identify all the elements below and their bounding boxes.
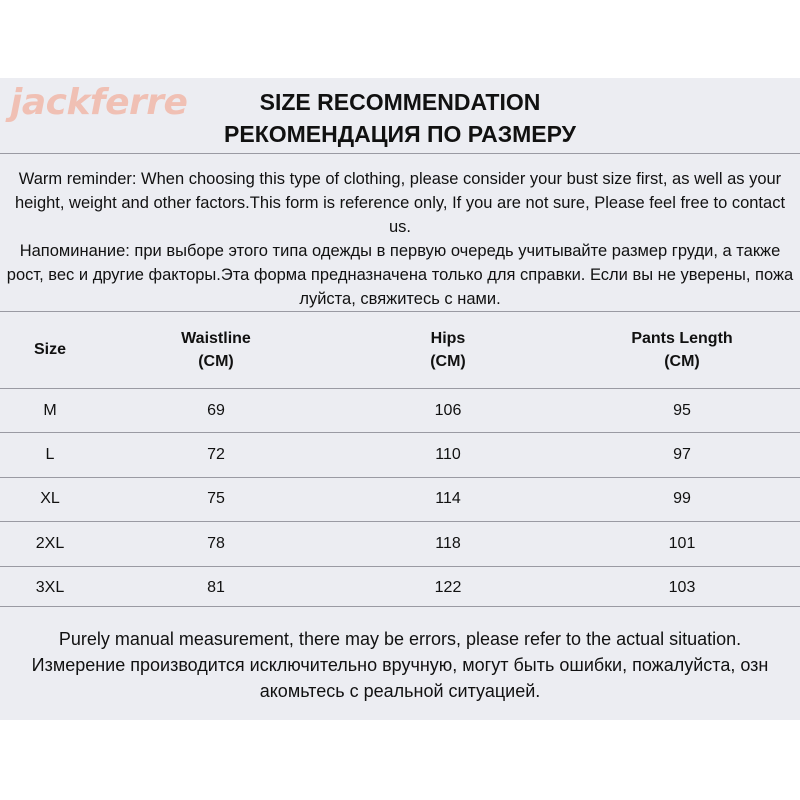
notice-english: Warm reminder: When choosing this type of clothing, please consider your bust size first, as well as your height, weight and other factors.This form is reference only, If you are not sure, Please feel free to contact us.: [14, 170, 786, 236]
cell-waistline: 78: [100, 522, 332, 566]
table-row: [0, 477, 800, 521]
table-row: [0, 433, 800, 477]
table-header-row: [0, 311, 800, 389]
cell-hips: 122: [332, 566, 564, 610]
cell-size: L: [0, 433, 100, 477]
warm-reminder: [6, 167, 794, 311]
size-chart-card: [0, 78, 800, 720]
cell-hips: 110: [332, 433, 564, 477]
cell-waistline: 75: [100, 477, 332, 521]
cell-hips: 106: [332, 389, 564, 433]
cell-pants-length: 99: [564, 477, 800, 521]
cell-pants-length: 97: [564, 433, 800, 477]
table-row: [0, 389, 800, 433]
divider-top: [0, 153, 800, 154]
cell-size: XL: [0, 477, 100, 521]
title-russian: РЕКОМЕНДАЦИЯ ПО РАЗМЕРУ: [224, 121, 576, 147]
brand-logo: jackferre: [10, 82, 188, 123]
cell-waistline: 69: [100, 389, 332, 433]
cell-size: M: [0, 389, 100, 433]
cell-size: 3XL: [0, 566, 100, 610]
header-waistline: Waistline (CM): [181, 329, 251, 370]
header-pants-length: Pants Length (CM): [631, 329, 733, 370]
header: [0, 78, 800, 153]
header-hips: Hips (CM): [430, 329, 466, 370]
divider-bottom: [0, 606, 800, 607]
cell-hips: 118: [332, 522, 564, 566]
title-english: SIZE RECOMMENDATION: [259, 89, 541, 115]
cell-pants-length: 101: [564, 522, 800, 566]
measurement-note: [0, 626, 800, 704]
cell-waistline: 81: [100, 566, 332, 610]
table-row: [0, 566, 800, 610]
cell-waistline: 72: [100, 433, 332, 477]
table-row: [0, 522, 800, 566]
footer-english: Purely manual measurement, there may be errors, please refer to the actual situation.: [58, 629, 742, 649]
notice-russian: Напоминание: при выборе этого типа одежды в первую очередь учитывайте размер груди, а также рост, вес и другие факторы.Эта форма предназначена только для справки. Если вы не уверены, пожа луйста, свяжитесь с нами.: [6, 242, 794, 308]
cell-size: 2XL: [0, 522, 100, 566]
footer-russian: Измерение производится исключительно вручную, могут быть ошибки, пожалуйста, озн акомьтесь с реальной ситуацией.: [31, 655, 769, 701]
header-size: Size: [33, 341, 66, 358]
cell-pants-length: 103: [564, 566, 800, 610]
cell-pants-length: 95: [564, 389, 800, 433]
size-table: [0, 311, 800, 610]
cell-hips: 114: [332, 477, 564, 521]
